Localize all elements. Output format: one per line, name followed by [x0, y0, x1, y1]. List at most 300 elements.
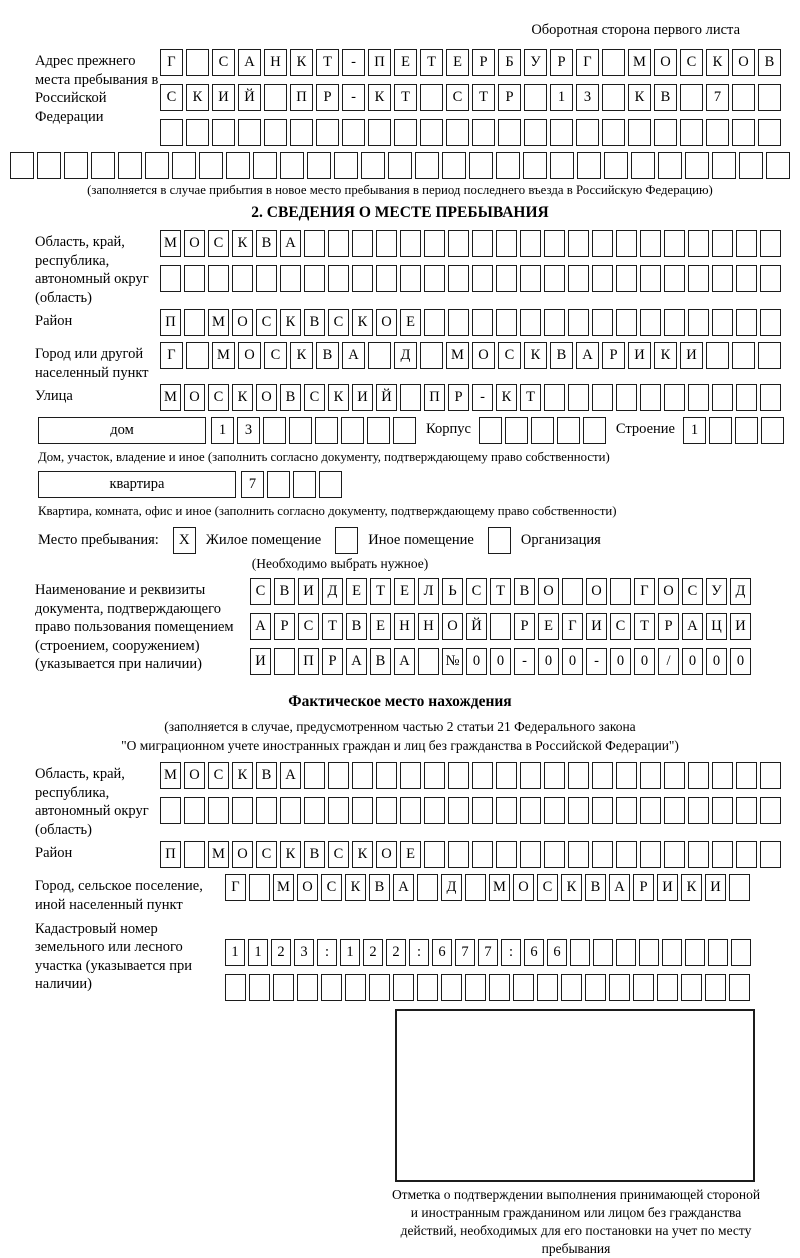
char-box[interactable]: К: [628, 84, 651, 111]
char-box[interactable]: В: [304, 309, 325, 336]
char-box[interactable]: [273, 974, 294, 1001]
char-box[interactable]: Й: [238, 84, 261, 111]
char-box[interactable]: [400, 265, 421, 292]
char-box[interactable]: [249, 974, 270, 1001]
char-box[interactable]: [418, 648, 439, 675]
char-box[interactable]: [160, 797, 181, 824]
char-box[interactable]: [472, 119, 495, 146]
char-box[interactable]: [297, 974, 318, 1001]
char-box[interactable]: В: [304, 841, 325, 868]
char-box[interactable]: [550, 119, 573, 146]
char-box[interactable]: [361, 152, 385, 179]
char-box[interactable]: [328, 265, 349, 292]
char-box[interactable]: С: [256, 841, 277, 868]
char-box[interactable]: [537, 974, 558, 1001]
char-box[interactable]: :: [317, 939, 337, 966]
char-box[interactable]: [345, 974, 366, 1001]
char-box[interactable]: Р: [550, 49, 573, 76]
char-box[interactable]: [469, 152, 493, 179]
char-box[interactable]: Д: [394, 342, 417, 369]
char-box[interactable]: К: [352, 309, 373, 336]
char-box[interactable]: Г: [160, 342, 183, 369]
char-box[interactable]: 6: [432, 939, 452, 966]
char-box[interactable]: Н: [264, 49, 287, 76]
char-box[interactable]: [490, 613, 511, 640]
char-box[interactable]: [562, 578, 583, 605]
char-box[interactable]: Е: [346, 578, 367, 605]
char-box[interactable]: [712, 841, 733, 868]
char-box[interactable]: А: [682, 613, 703, 640]
char-box[interactable]: [664, 841, 685, 868]
char-box[interactable]: Ь: [442, 578, 463, 605]
char-box[interactable]: [568, 384, 589, 411]
char-box[interactable]: [368, 342, 391, 369]
char-box[interactable]: [448, 230, 469, 257]
char-box[interactable]: Р: [448, 384, 469, 411]
char-box[interactable]: [592, 309, 613, 336]
char-box[interactable]: В: [369, 874, 390, 901]
char-box[interactable]: В: [256, 762, 277, 789]
char-box[interactable]: [592, 797, 613, 824]
char-box[interactable]: Н: [394, 613, 415, 640]
char-box[interactable]: [640, 230, 661, 257]
char-box[interactable]: А: [238, 49, 261, 76]
char-box[interactable]: С: [208, 762, 229, 789]
char-box[interactable]: [568, 265, 589, 292]
char-box[interactable]: [633, 974, 654, 1001]
char-box[interactable]: [736, 841, 757, 868]
char-box[interactable]: К: [280, 309, 301, 336]
char-box[interactable]: 3: [237, 417, 260, 444]
char-box[interactable]: Р: [322, 648, 343, 675]
house-type-box[interactable]: дом: [38, 417, 206, 444]
char-box[interactable]: [400, 230, 421, 257]
char-box[interactable]: [274, 648, 295, 675]
apartment-type-box[interactable]: квартира: [38, 471, 236, 498]
char-box[interactable]: [561, 974, 582, 1001]
char-box[interactable]: [736, 265, 757, 292]
char-box[interactable]: 7: [478, 939, 498, 966]
char-box[interactable]: 1: [211, 417, 234, 444]
char-box[interactable]: №: [442, 648, 463, 675]
char-box[interactable]: [688, 384, 709, 411]
char-box[interactable]: 0: [538, 648, 559, 675]
char-box[interactable]: М: [273, 874, 294, 901]
char-box[interactable]: [446, 119, 469, 146]
char-box[interactable]: С: [208, 384, 229, 411]
char-box[interactable]: [184, 797, 205, 824]
char-box[interactable]: [577, 152, 601, 179]
char-box[interactable]: [263, 417, 286, 444]
char-box[interactable]: К: [186, 84, 209, 111]
char-box[interactable]: К: [706, 49, 729, 76]
char-box[interactable]: О: [376, 309, 397, 336]
char-box[interactable]: 0: [706, 648, 727, 675]
char-box[interactable]: С: [328, 841, 349, 868]
char-box[interactable]: [472, 265, 493, 292]
char-box[interactable]: К: [328, 384, 349, 411]
char-box[interactable]: [496, 841, 517, 868]
char-box[interactable]: С: [328, 309, 349, 336]
char-box[interactable]: [479, 417, 502, 444]
char-box[interactable]: [758, 84, 781, 111]
char-box[interactable]: [448, 265, 469, 292]
char-box[interactable]: [520, 309, 541, 336]
char-box[interactable]: В: [256, 230, 277, 257]
char-box[interactable]: [424, 265, 445, 292]
char-box[interactable]: [342, 119, 365, 146]
char-box[interactable]: [226, 152, 250, 179]
char-box[interactable]: К: [345, 874, 366, 901]
char-box[interactable]: [639, 939, 659, 966]
char-box[interactable]: [739, 152, 763, 179]
char-box[interactable]: [592, 230, 613, 257]
char-box[interactable]: [568, 841, 589, 868]
char-box[interactable]: [160, 119, 183, 146]
char-box[interactable]: Т: [394, 84, 417, 111]
char-box[interactable]: П: [298, 648, 319, 675]
char-box[interactable]: В: [585, 874, 606, 901]
char-box[interactable]: [448, 841, 469, 868]
char-box[interactable]: В: [346, 613, 367, 640]
char-box[interactable]: 1: [683, 417, 706, 444]
char-box[interactable]: Б: [498, 49, 521, 76]
char-box[interactable]: 3: [576, 84, 599, 111]
char-box[interactable]: [304, 265, 325, 292]
char-box[interactable]: В: [654, 84, 677, 111]
char-box[interactable]: [376, 265, 397, 292]
char-box[interactable]: 7: [455, 939, 475, 966]
char-box[interactable]: Г: [634, 578, 655, 605]
char-box[interactable]: [225, 974, 246, 1001]
char-box[interactable]: 1: [225, 939, 245, 966]
char-box[interactable]: 0: [610, 648, 631, 675]
char-box[interactable]: [760, 797, 781, 824]
char-box[interactable]: [289, 417, 312, 444]
char-box[interactable]: [732, 342, 755, 369]
char-box[interactable]: О: [184, 384, 205, 411]
char-box[interactable]: [760, 384, 781, 411]
char-box[interactable]: [592, 762, 613, 789]
char-box[interactable]: С: [466, 578, 487, 605]
char-box[interactable]: [352, 797, 373, 824]
char-box[interactable]: [280, 797, 301, 824]
char-box[interactable]: [441, 974, 462, 1001]
char-box[interactable]: [186, 342, 209, 369]
char-box[interactable]: [544, 797, 565, 824]
char-box[interactable]: [400, 384, 421, 411]
char-box[interactable]: [293, 471, 316, 498]
char-box[interactable]: К: [368, 84, 391, 111]
char-box[interactable]: К: [496, 384, 517, 411]
char-box[interactable]: Л: [418, 578, 439, 605]
char-box[interactable]: Е: [538, 613, 559, 640]
char-box[interactable]: А: [250, 613, 271, 640]
char-box[interactable]: [568, 309, 589, 336]
char-box[interactable]: [658, 152, 682, 179]
char-box[interactable]: [664, 384, 685, 411]
char-box[interactable]: [712, 265, 733, 292]
char-box[interactable]: Г: [225, 874, 246, 901]
char-box[interactable]: [267, 471, 290, 498]
char-box[interactable]: М: [208, 309, 229, 336]
char-box[interactable]: [253, 152, 277, 179]
char-box[interactable]: [524, 84, 547, 111]
char-box[interactable]: [334, 152, 358, 179]
char-box[interactable]: [706, 342, 729, 369]
char-box[interactable]: Д: [322, 578, 343, 605]
char-box[interactable]: [760, 230, 781, 257]
char-box[interactable]: [368, 119, 391, 146]
char-box[interactable]: 7: [241, 471, 264, 498]
char-box[interactable]: [393, 417, 416, 444]
char-box[interactable]: [688, 841, 709, 868]
char-box[interactable]: [592, 384, 613, 411]
char-box[interactable]: Т: [316, 49, 339, 76]
char-box[interactable]: [654, 119, 677, 146]
char-box[interactable]: [496, 797, 517, 824]
char-box[interactable]: [489, 974, 510, 1001]
char-box[interactable]: А: [346, 648, 367, 675]
char-box[interactable]: [706, 119, 729, 146]
char-box[interactable]: [352, 762, 373, 789]
char-box[interactable]: [570, 939, 590, 966]
char-box[interactable]: В: [316, 342, 339, 369]
char-box[interactable]: К: [280, 841, 301, 868]
char-box[interactable]: К: [654, 342, 677, 369]
char-box[interactable]: [442, 152, 466, 179]
char-box[interactable]: О: [732, 49, 755, 76]
char-box[interactable]: П: [290, 84, 313, 111]
char-box[interactable]: [568, 797, 589, 824]
char-box[interactable]: А: [576, 342, 599, 369]
char-box[interactable]: [688, 762, 709, 789]
char-box[interactable]: К: [232, 230, 253, 257]
char-box[interactable]: 1: [550, 84, 573, 111]
char-box[interactable]: [520, 841, 541, 868]
char-box[interactable]: [604, 152, 628, 179]
char-box[interactable]: [400, 762, 421, 789]
char-box[interactable]: С: [537, 874, 558, 901]
char-box[interactable]: [616, 841, 637, 868]
char-box[interactable]: [520, 230, 541, 257]
char-box[interactable]: [685, 152, 709, 179]
char-box[interactable]: [232, 797, 253, 824]
char-box[interactable]: [766, 152, 790, 179]
char-box[interactable]: Н: [418, 613, 439, 640]
char-box[interactable]: В: [280, 384, 301, 411]
char-box[interactable]: А: [394, 648, 415, 675]
char-box[interactable]: [568, 762, 589, 789]
char-box[interactable]: С: [256, 309, 277, 336]
char-box[interactable]: [688, 309, 709, 336]
char-box[interactable]: С: [212, 49, 235, 76]
char-box[interactable]: [160, 265, 181, 292]
char-box[interactable]: О: [442, 613, 463, 640]
char-box[interactable]: У: [706, 578, 727, 605]
char-box[interactable]: О: [658, 578, 679, 605]
char-box[interactable]: Т: [322, 613, 343, 640]
char-box[interactable]: [321, 974, 342, 1001]
char-box[interactable]: [712, 762, 733, 789]
char-box[interactable]: [664, 762, 685, 789]
char-box[interactable]: [280, 152, 304, 179]
char-box[interactable]: И: [212, 84, 235, 111]
char-box[interactable]: [760, 841, 781, 868]
char-box[interactable]: [523, 152, 547, 179]
char-box[interactable]: О: [232, 841, 253, 868]
char-box[interactable]: К: [352, 841, 373, 868]
char-box[interactable]: [680, 84, 703, 111]
char-box[interactable]: [145, 152, 169, 179]
char-box[interactable]: [352, 230, 373, 257]
char-box[interactable]: К: [290, 49, 313, 76]
char-box[interactable]: [736, 384, 757, 411]
char-box[interactable]: А: [280, 230, 301, 257]
char-box[interactable]: [376, 762, 397, 789]
char-box[interactable]: 1: [340, 939, 360, 966]
char-box[interactable]: [616, 797, 637, 824]
char-box[interactable]: [316, 119, 339, 146]
char-box[interactable]: [640, 841, 661, 868]
char-box[interactable]: [712, 384, 733, 411]
char-box[interactable]: [208, 265, 229, 292]
char-box[interactable]: М: [212, 342, 235, 369]
char-box[interactable]: [712, 309, 733, 336]
char-box[interactable]: [280, 265, 301, 292]
char-box[interactable]: [496, 152, 520, 179]
char-box[interactable]: А: [280, 762, 301, 789]
char-box[interactable]: :: [501, 939, 521, 966]
char-box[interactable]: Т: [370, 578, 391, 605]
char-box[interactable]: [680, 119, 703, 146]
char-box[interactable]: С: [610, 613, 631, 640]
char-box[interactable]: Т: [420, 49, 443, 76]
char-box[interactable]: [664, 309, 685, 336]
char-box[interactable]: О: [184, 230, 205, 257]
char-box[interactable]: [688, 797, 709, 824]
char-box[interactable]: Г: [562, 613, 583, 640]
char-box[interactable]: М: [160, 762, 181, 789]
char-box[interactable]: [420, 84, 443, 111]
char-box[interactable]: [394, 119, 417, 146]
char-box[interactable]: Д: [441, 874, 462, 901]
char-box[interactable]: [184, 265, 205, 292]
char-box[interactable]: С: [250, 578, 271, 605]
char-box[interactable]: С: [680, 49, 703, 76]
char-box[interactable]: В: [550, 342, 573, 369]
char-box[interactable]: [544, 309, 565, 336]
char-box[interactable]: [472, 797, 493, 824]
char-box[interactable]: Р: [316, 84, 339, 111]
char-box[interactable]: [448, 309, 469, 336]
char-box[interactable]: Е: [370, 613, 391, 640]
char-box[interactable]: С: [208, 230, 229, 257]
char-box[interactable]: [664, 230, 685, 257]
char-box[interactable]: [448, 762, 469, 789]
char-box[interactable]: [712, 152, 736, 179]
char-box[interactable]: О: [472, 342, 495, 369]
char-box[interactable]: Е: [394, 578, 415, 605]
char-box[interactable]: [544, 762, 565, 789]
char-box[interactable]: [616, 762, 637, 789]
char-box[interactable]: У: [524, 49, 547, 76]
char-box[interactable]: [184, 309, 205, 336]
char-box[interactable]: [400, 797, 421, 824]
char-box[interactable]: 0: [634, 648, 655, 675]
char-box[interactable]: [735, 417, 758, 444]
char-box[interactable]: [472, 230, 493, 257]
char-box[interactable]: [290, 119, 313, 146]
char-box[interactable]: А: [342, 342, 365, 369]
checkbox-other[interactable]: [335, 527, 358, 554]
char-box[interactable]: [424, 762, 445, 789]
char-box[interactable]: [732, 84, 755, 111]
char-box[interactable]: М: [208, 841, 229, 868]
char-box[interactable]: [186, 49, 209, 76]
char-box[interactable]: 2: [271, 939, 291, 966]
char-box[interactable]: [505, 417, 528, 444]
char-box[interactable]: [616, 265, 637, 292]
char-box[interactable]: [415, 152, 439, 179]
char-box[interactable]: [172, 152, 196, 179]
char-box[interactable]: [705, 974, 726, 1001]
char-box[interactable]: [708, 939, 728, 966]
char-box[interactable]: [341, 417, 364, 444]
char-box[interactable]: :: [409, 939, 429, 966]
char-box[interactable]: [465, 874, 486, 901]
char-box[interactable]: [602, 49, 625, 76]
char-box[interactable]: [760, 762, 781, 789]
char-box[interactable]: [232, 265, 253, 292]
char-box[interactable]: О: [538, 578, 559, 605]
char-box[interactable]: Т: [520, 384, 541, 411]
char-box[interactable]: С: [682, 578, 703, 605]
char-box[interactable]: [328, 762, 349, 789]
char-box[interactable]: О: [297, 874, 318, 901]
char-box[interactable]: [662, 939, 682, 966]
char-box[interactable]: 3: [294, 939, 314, 966]
char-box[interactable]: И: [586, 613, 607, 640]
char-box[interactable]: К: [232, 762, 253, 789]
char-box[interactable]: О: [513, 874, 534, 901]
char-box[interactable]: [761, 417, 784, 444]
char-box[interactable]: В: [274, 578, 295, 605]
checkbox-organization[interactable]: [488, 527, 511, 554]
char-box[interactable]: 0: [490, 648, 511, 675]
char-box[interactable]: [118, 152, 142, 179]
char-box[interactable]: [709, 417, 732, 444]
char-box[interactable]: [37, 152, 61, 179]
char-box[interactable]: [544, 230, 565, 257]
char-box[interactable]: К: [524, 342, 547, 369]
char-box[interactable]: -: [586, 648, 607, 675]
char-box[interactable]: [184, 841, 205, 868]
char-box[interactable]: [388, 152, 412, 179]
char-box[interactable]: [583, 417, 606, 444]
char-box[interactable]: В: [370, 648, 391, 675]
char-box[interactable]: О: [586, 578, 607, 605]
char-box[interactable]: П: [160, 841, 181, 868]
char-box[interactable]: [520, 797, 541, 824]
char-box[interactable]: Г: [576, 49, 599, 76]
char-box[interactable]: К: [561, 874, 582, 901]
char-box[interactable]: [520, 762, 541, 789]
char-box[interactable]: [736, 309, 757, 336]
char-box[interactable]: [731, 939, 751, 966]
char-box[interactable]: [736, 762, 757, 789]
char-box[interactable]: [315, 417, 338, 444]
